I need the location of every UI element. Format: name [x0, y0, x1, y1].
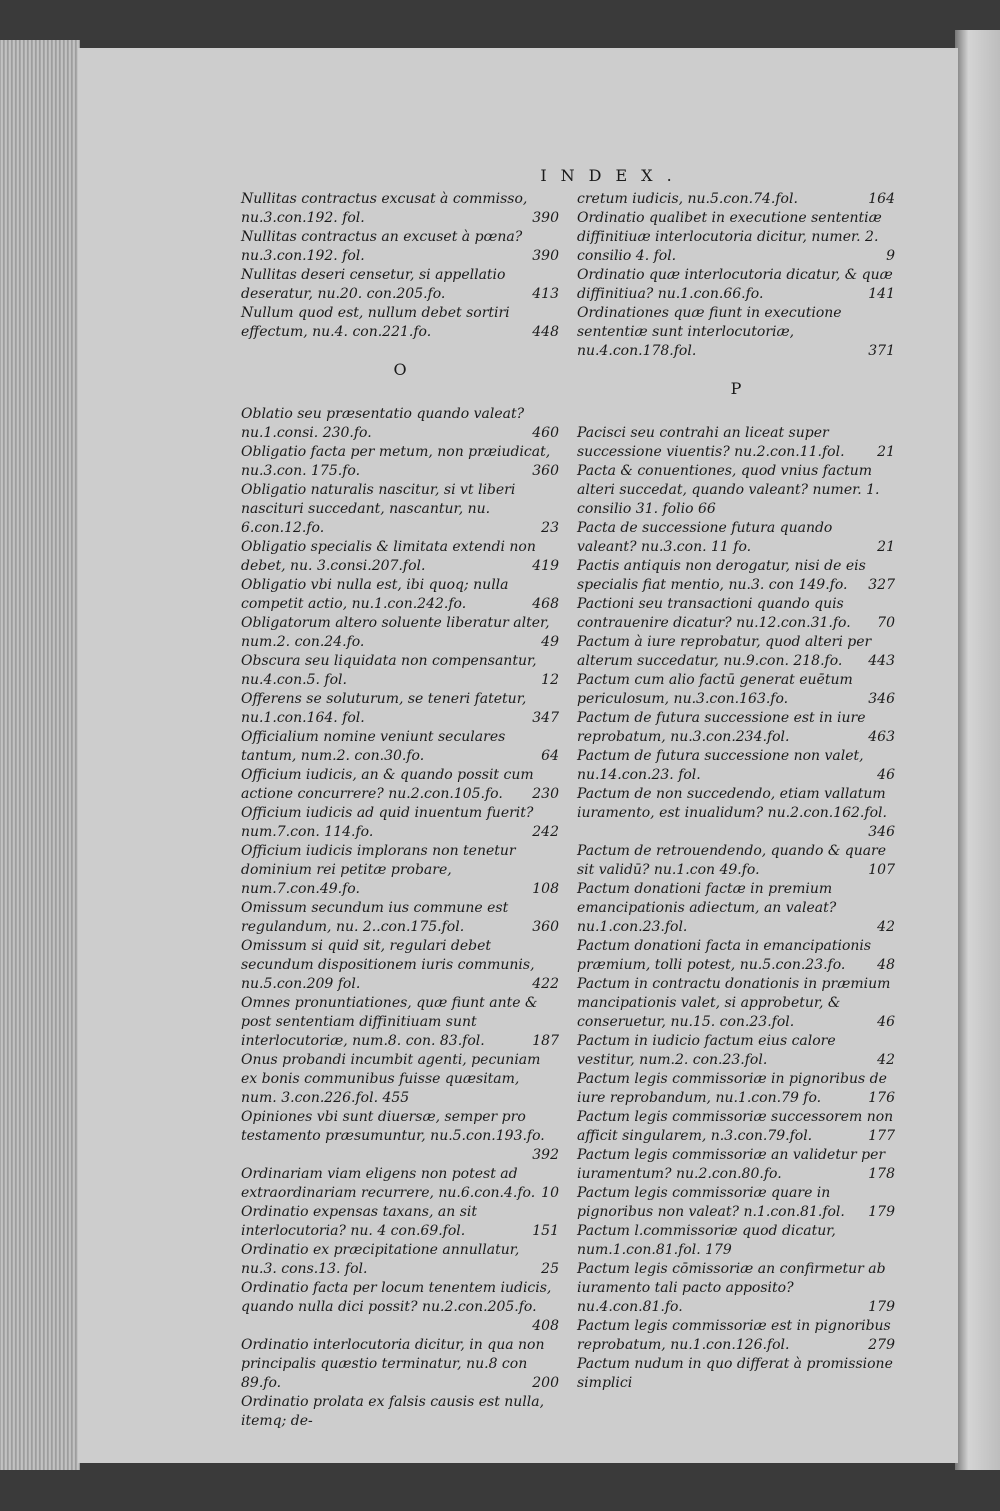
index-entry-page: 187	[532, 1033, 559, 1049]
index-entry	[241, 1279, 559, 1336]
index-entry-text: Pactum legis cōmissoriæ an confirmetur ab iuramento tali pacto apposito? nu.4.con.81.fo.	[577, 1261, 886, 1315]
index-entry	[577, 424, 895, 462]
index-entry-page: 360	[532, 919, 559, 935]
index-entry-page: 419	[532, 558, 559, 574]
index-entry-page: 371	[868, 343, 895, 359]
index-entry-page: 49	[541, 634, 559, 650]
index-entry	[241, 266, 559, 304]
index-entry-page: 151	[532, 1223, 559, 1239]
index-entry-text: Pactum legis commissoriæ successorem non afficit singularem, n.3.con.79.fol.	[577, 1109, 894, 1144]
index-entry-text: Pactum nudum in quo differat à promissione simplici	[577, 1356, 893, 1391]
index-entry	[241, 766, 559, 804]
index-entry-text: Ordinatio prolata ex falsis causis est nulla, itemq; de-	[241, 1394, 545, 1429]
index-entry-text: Pactum cum alio factū generat euētum periculosum, nu.3.con.163.fo.	[577, 672, 853, 707]
left-section-entries	[241, 405, 559, 1431]
index-entry-text: Pactum legis commissoriæ in pignoribus de iure reprobandum, nu.1.con.79 fo.	[577, 1071, 887, 1106]
index-entry	[577, 633, 895, 671]
index-entry-page: 448	[532, 324, 559, 340]
index-entry	[577, 1355, 895, 1393]
index-entry	[241, 443, 559, 481]
index-entry	[241, 190, 559, 228]
index-entry-page: 64	[541, 748, 559, 764]
index-entry	[577, 266, 895, 304]
index-entry-page: 413	[532, 286, 559, 302]
index-entry	[241, 228, 559, 266]
index-entry-text: Pactum legis commissoriæ est in pignoribus reprobatum, nu.1.con.126.fol.	[577, 1318, 891, 1353]
index-entry-text: Officium iudicis, an & quando possit cum actione concurrere? nu.2.con.105.fo.	[241, 767, 534, 802]
index-entry-text: Ordinatio ex præcipitatione annullatur, nu.3. cons.13. fol.	[241, 1242, 520, 1277]
index-entry	[241, 804, 559, 842]
index-entry-text: Pactum legis commissoriæ quare in pignoribus non valeat? n.1.con.81.fol.	[577, 1185, 845, 1220]
index-entry-text: Obligatio specialis & limitata extendi non debet, nu. 3.consi.207.fol.	[241, 539, 536, 574]
index-entry	[577, 595, 895, 633]
index-entry-page: 46	[877, 767, 895, 783]
index-entry	[241, 304, 559, 342]
index-entry	[241, 576, 559, 614]
index-entry-text: Obligatio facta per metum, non præiudicat, nu.3.con. 175.fo.	[241, 444, 551, 479]
index-entry-text: Oblatio seu præsentatio quando valeat? nu.1.consi. 230.fo.	[241, 406, 525, 441]
index-entry	[577, 1260, 895, 1317]
index-entry	[577, 519, 895, 557]
index-entry-page: 390	[532, 248, 559, 264]
index-entry-text: Ordinatio quæ interlocutoria dicatur, & quæ diffinitiua? nu.1.con.66.fo.	[577, 267, 893, 302]
index-entry-text: Ordinatio facta per locum tenentem iudicis, quando nulla dici possit? nu.2.con.205.fo.	[241, 1280, 552, 1315]
index-entry-page: 9	[886, 248, 895, 264]
index-entry-text: Pactum donationi factæ in premium emancipationis adiectum, an valeat? nu.1.con.23.fol.	[577, 881, 837, 935]
index-entry-page: 46	[877, 1014, 895, 1030]
index-entry-page: 12	[541, 672, 559, 688]
index-entry-page: 279	[868, 1337, 895, 1353]
index-entry	[241, 690, 559, 728]
index-entry-text: Ordinatio qualibet in executione sententiæ diffinitiuæ interlocutoria dicitur, numer. 2. consilio 4. fol.	[577, 210, 882, 264]
index-entry	[241, 728, 559, 766]
index-entry-text: Nullitas contractus excusat à commisso, nu.3.con.192. fol.	[241, 191, 528, 226]
index-entry-text: Pactum in iudicio factum eius calore vestitur, num.2. con.23.fol.	[577, 1033, 836, 1068]
index-entry-text: Obscura seu liquidata non compensantur, nu.4.con.5. fol.	[241, 653, 537, 688]
index-entry	[241, 405, 559, 443]
index-entry	[241, 538, 559, 576]
index-entry-page: 347	[532, 710, 559, 726]
index-entry	[577, 671, 895, 709]
index-entry-page: 23	[541, 520, 559, 536]
index-entry	[577, 1070, 895, 1108]
index-entry	[241, 481, 559, 538]
index-page	[78, 48, 958, 1463]
index-entry-text: Omissum secundum ius commune est regulandum, nu. 2..con.175.fol.	[241, 900, 509, 935]
index-entry-page: 48	[877, 957, 895, 973]
index-entry	[241, 994, 559, 1051]
facing-page-edge	[955, 30, 1000, 1470]
index-entry-page: 346	[868, 824, 895, 840]
index-entry	[241, 1336, 559, 1393]
index-entry-page: 107	[868, 862, 895, 878]
right-section-entries	[577, 424, 895, 1393]
index-entry-text: Pacta & conuentiones, quod vnius factum alteri succedat, quando valeant? numer. 1. consilio 31. folio 66	[577, 463, 880, 517]
index-entry	[577, 785, 895, 842]
index-entry-text: Pactum in contractu donationis in præmium mancipationis valet, si approbetur, & conseruetur, nu.15. con.23.fol.	[577, 976, 891, 1030]
index-entry-page: 141	[868, 286, 895, 302]
index-entry-text: Nullitas deseri censetur, si appellatio deseratur, nu.20. con.205.fo.	[241, 267, 506, 302]
index-entry	[241, 1393, 559, 1431]
index-entry	[577, 709, 895, 747]
index-entry-text: Officium iudicis ad quid inuentum fuerit? num.7.con. 114.fo.	[241, 805, 534, 840]
index-entry-text: Obligatio vbi nulla est, ibi quoq; nulla competit actio, nu.1.con.242.fo.	[241, 577, 509, 612]
index-entry	[241, 1108, 559, 1165]
index-entry-text: Ordinationes quæ fiunt in executione sententiæ sunt interlocutoriæ, nu.4.con.178.fol.	[577, 305, 842, 359]
index-entry-text: Obligatorum altero soluente liberatur alter, num.2. con.24.fo.	[241, 615, 550, 650]
index-entry	[241, 937, 559, 994]
index-entry	[241, 652, 559, 690]
index-entry-page: 164	[868, 191, 895, 207]
index-entry	[577, 880, 895, 937]
index-entry-page: 346	[868, 691, 895, 707]
index-entry	[577, 557, 895, 595]
index-entry	[577, 1317, 895, 1355]
index-entry-page: 392	[532, 1147, 559, 1163]
index-entry	[241, 1051, 559, 1108]
section-letter-p: P	[730, 379, 742, 398]
index-entry-text: Omissum si quid sit, regulari debet secundum dispositionem iuris communis, nu.5.con.209 fol.	[241, 938, 535, 992]
index-entry-text: Ordinatio expensas taxans, an sit interlocutoria? nu. 4 con.69.fol.	[241, 1204, 477, 1239]
index-entry	[577, 304, 895, 361]
index-entry-page: 176	[868, 1090, 895, 1106]
index-entry	[577, 1184, 895, 1222]
index-entry-text: Pactum legis commissoriæ an validetur per iuramentum? nu.2.con.80.fo.	[577, 1147, 886, 1182]
index-entry	[577, 1108, 895, 1146]
index-entry-page: 242	[532, 824, 559, 840]
index-entry-page: 179	[868, 1204, 895, 1220]
index-entry-text: Pactum de futura successione est in iure reprobatum, nu.3.con.234.fol.	[577, 710, 866, 745]
index-entry-text: Pactum à iure reprobatur, quod alteri per alterum succedatur, nu.9.con. 218.fo.	[577, 634, 872, 669]
index-entry	[241, 1241, 559, 1279]
index-entry-page: 21	[877, 539, 895, 555]
index-entry	[241, 842, 559, 899]
index-entry-text: Pactioni seu transactioni quando quis contrauenire dicatur? nu.12.con.31.fo.	[577, 596, 851, 631]
index-entry-page: 443	[868, 653, 895, 669]
left-top-entries	[241, 190, 559, 342]
index-entry-page: 460	[532, 425, 559, 441]
left-column	[241, 190, 559, 1431]
index-entry	[241, 614, 559, 652]
index-entry-text: Officium iudicis implorans non tenetur dominium rei petitæ probare, num.7.con.49.fo.	[241, 843, 516, 897]
page-header: INDEX.	[540, 166, 686, 185]
index-entry-text: Pactum de non succedendo, etiam vallatum iuramento, est inualidum? nu.2.con.162.fol.	[577, 786, 887, 821]
index-entry-page: 408	[532, 1318, 559, 1334]
index-entry-page: 70	[877, 615, 895, 631]
index-entry	[577, 937, 895, 975]
index-entry-page: 42	[877, 919, 895, 935]
index-entry	[241, 1203, 559, 1241]
index-entry-text: Ordinariam viam eligens non potest ad extraordinariam recurrere, nu.6.con.4.fo.	[241, 1166, 536, 1201]
index-entry-page: 230	[532, 786, 559, 802]
index-entry-page: 108	[532, 881, 559, 897]
index-entry-text: Offerens se soluturum, se teneri fatetur, nu.1.con.164. fol.	[241, 691, 527, 726]
index-entry	[577, 842, 895, 880]
index-entry-text: Pactum de retrouendendo, quando & quare sit validū? nu.1.con 49.fo.	[577, 843, 887, 878]
index-entry-text: Pacisci seu contrahi an liceat super successione viuentis? nu.2.con.11.fol.	[577, 425, 845, 460]
index-entry-page: 42	[877, 1052, 895, 1068]
index-entry-page: 10	[541, 1185, 559, 1201]
index-entry-page: 390	[532, 210, 559, 226]
index-entry-page: 178	[868, 1166, 895, 1182]
index-entry-text: Ordinatio interlocutoria dicitur, in qua non principalis quæstio terminatur, nu.8 con 89.fo.	[241, 1337, 545, 1391]
index-entry-text: Pacta de successione futura quando valeant? nu.3.con. 11 fo.	[577, 520, 833, 555]
index-entry	[577, 1222, 895, 1260]
index-entry-text: Pactum de futura successione non valet, nu.14.con.23. fol.	[577, 748, 864, 783]
right-column	[577, 190, 895, 1393]
index-entry	[241, 899, 559, 937]
index-entry	[577, 1146, 895, 1184]
index-entry-text: Opiniones vbi sunt diuersæ, semper pro testamento præsumuntur, nu.5.con.193.fo.	[241, 1109, 545, 1144]
index-entry	[577, 462, 895, 519]
index-entry-text: Officialium nomine veniunt seculares tantum, num.2. con.30.fo.	[241, 729, 506, 764]
index-entry-page: 177	[868, 1128, 895, 1144]
index-entry-text: Onus probandi incumbit agenti, pecuniam ex bonis communibus fuisse quæsitam, num. 3.con.226.fol. 455	[241, 1052, 541, 1106]
index-entry-page: 360	[532, 463, 559, 479]
index-entry-text: Omnes pronuntiationes, quæ fiunt ante & post sententiam diffinitiuam sunt interlocutoriæ, num.8. con. 83.fol.	[241, 995, 538, 1049]
index-entry-text: Nullum quod est, nullum debet sortiri effectum, nu.4. con.221.fo.	[241, 305, 510, 340]
index-entry-page: 25	[541, 1261, 559, 1277]
index-entry-text: cretum iudicis, nu.5.con.74.fol.	[577, 191, 798, 207]
index-entry-text: Pactis antiquis non derogatur, nisi de eis specialis fiat mentio, nu.3. con 149.fo.	[577, 558, 866, 593]
index-entry	[577, 747, 895, 785]
index-entry-page: 463	[868, 729, 895, 745]
index-entry-text: Nullitas contractus an excuset à pœna? nu.3.con.192. fol.	[241, 229, 523, 264]
index-entry-page: 422	[532, 976, 559, 992]
index-entry-text: Pactum l.commissoriæ quod dicatur, num.1.con.81.fol. 179	[577, 1223, 836, 1258]
index-entry	[241, 1165, 559, 1203]
book-page-edges	[0, 40, 80, 1470]
index-entry-page: 21	[877, 444, 895, 460]
index-entry-page: 327	[868, 577, 895, 593]
index-entry	[577, 1032, 895, 1070]
section-letter-o: O	[393, 360, 407, 379]
index-entry	[577, 975, 895, 1032]
index-entry-page: 468	[532, 596, 559, 612]
index-entry	[577, 190, 895, 209]
index-entry-text: Pactum donationi facta in emancipationis præmium, tolli potest, nu.5.con.23.fo.	[577, 938, 872, 973]
index-entry-text: Obligatio naturalis nascitur, si vt liberi nascituri succedant, nascantur, nu. 6.con.12.fo.	[241, 482, 516, 536]
right-top-entries	[577, 190, 895, 361]
index-entry-page: 179	[868, 1299, 895, 1315]
index-entry-page: 200	[532, 1375, 559, 1391]
index-entry	[577, 209, 895, 266]
